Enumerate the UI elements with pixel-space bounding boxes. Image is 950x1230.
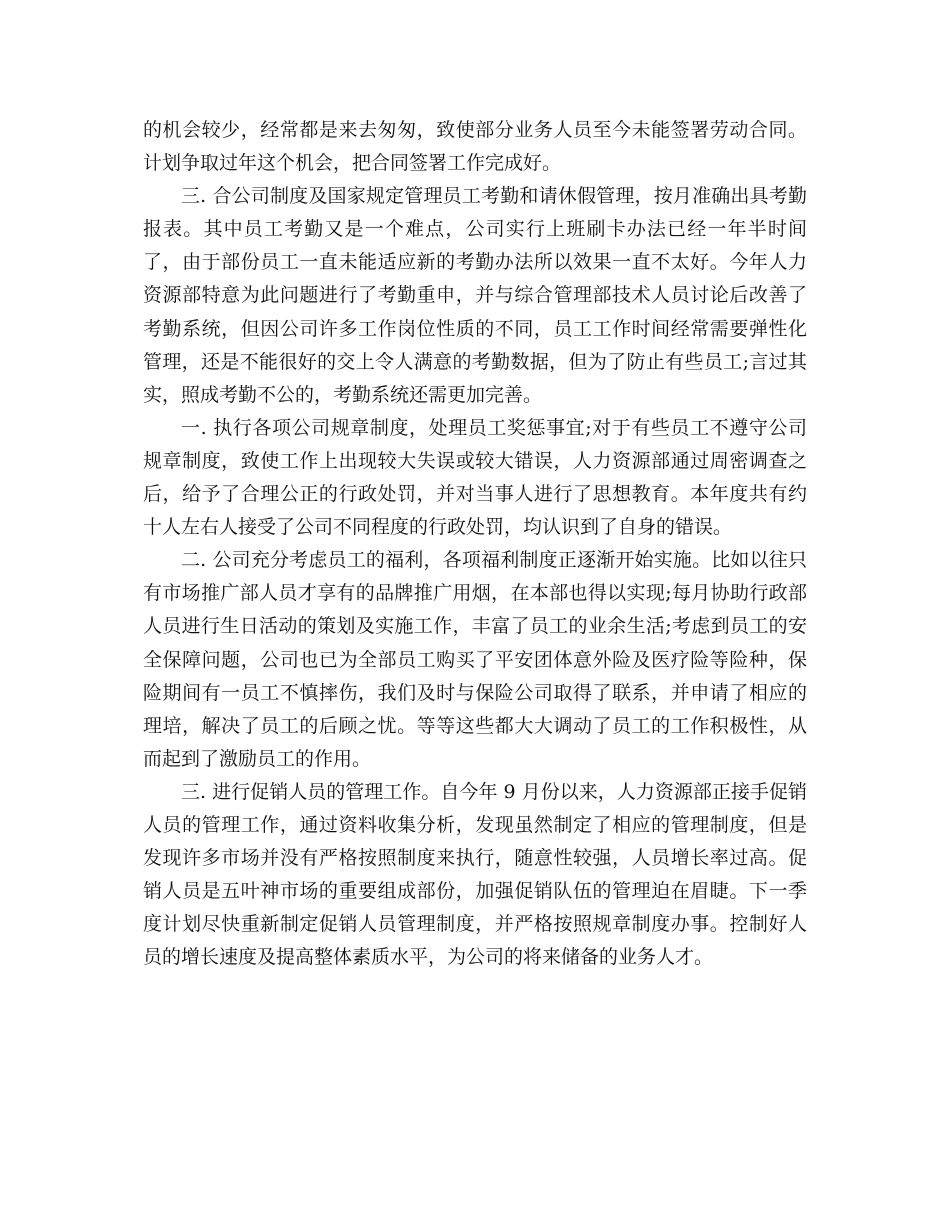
paragraph-employee-welfare: 二. 公司充分考虑员工的福利，各项福利制度正逐渐开始实施。比如以往只有市场推广部人员才享有的品牌推广用烟，在本部也得以实现;每月协助行政部人员进行生日活动的策划及实施工作，丰富了员工的业余生活;考虑到员工的安全保障问题，公司也已为全部员工购买了平安团体意外险及医疗险等险种，保险期间有一员工不慎摔伤，我们及时与保险公司取得了联系，并申请了相应的理培，解决了员工的后顾之忧。等等这些都大大调动了员工的工作积极性，从而起到了激励员工的作用。 xyxy=(143,549,807,770)
paragraph-rules-discipline: 一. 执行各项公司规章制度，处理员工奖惩事宜;对于有些员工不遵守公司规章制度，致使工作上出现较大失误或较大错误，人力资源部通过周密调查之后，给予了合理公正的行政处罚，并对当事人进行了思想教育。本年度共有约十人左右人接受了公司不同程度的行政处罚，均认识到了自身的错误。 xyxy=(143,416,807,539)
paragraph-attendance-management: 三. 合公司制度及国家规定管理员工考勤和请休假管理，按月准确出具考勤报表。其中员工考勤又是一个难点，公司实行上班刷卡办法已经一年半时间了，由于部份员工一直未能适应新的考勤办法所以效果一直不太好。今年人力资源部特意为此问题进行了考勤重申，并与综合管理部技术人员讨论后改善了考勤系统，但因公司许多工作岗位性质的不同，员工工作时间经常需要弹性化管理，还是不能很好的交上令人满意的考勤数据，但为了防止有些员工;言过其实，照成考勤不公的，考勤系统还需更加完善。 xyxy=(143,185,807,406)
paragraph-contract-continuation: 的机会较少，经常都是来去匆匆，致使部分业务人员至今未能签署劳动合同。计划争取过年这个机会，把合同签署工作完成好。 xyxy=(143,119,807,175)
document-body xyxy=(143,114,807,974)
paragraph-promoter-management: 三. 进行促销人员的管理工作。自今年 9 月份以来，人力资源部正接手促销人员的管理工作，通过资料收集分析，发现虽然制定了相应的管理制度，但是发现许多市场并没有严格按照制度来执行，随意性较强，人员增长率过高。促销人员是五叶神市场的重要组成部份，加强促销队伍的管理迫在眉睫。下一季度计划尽快重新制定促销人员管理制度，并严格按照规章制度办事。控制好人员的增长速度及提高整体素质水平，为公司的将来储备的业务人才。 xyxy=(143,780,807,969)
